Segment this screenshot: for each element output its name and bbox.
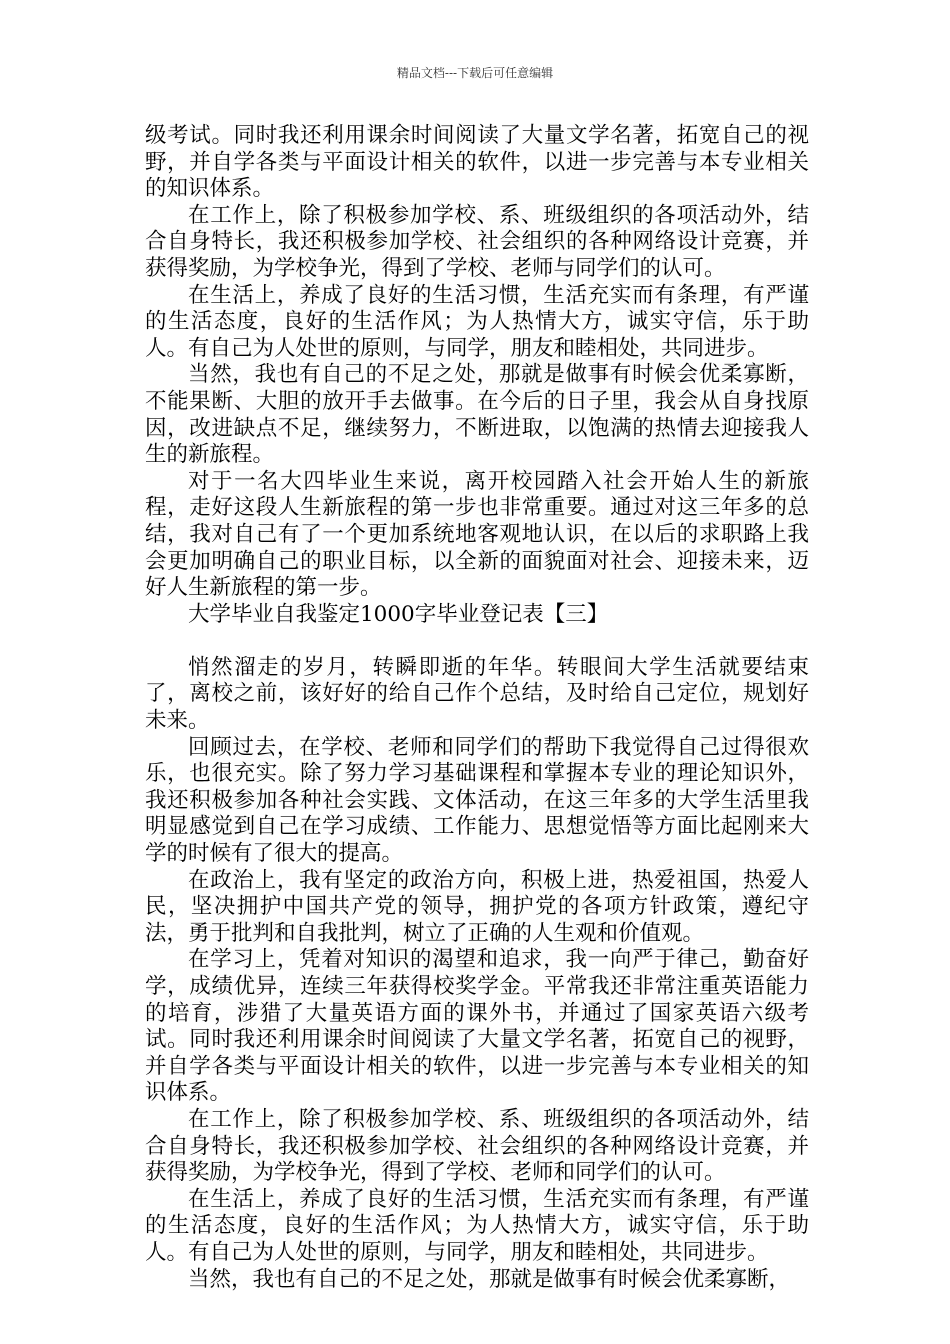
paragraph-continued: 级考试。同时我还利用课余时间阅读了大量文学名著，拓宽自己的视野，并自学各类与平面设计相关的软件，以进一步完善与本专业相关的知识体系。 <box>145 123 809 202</box>
document-body <box>145 123 809 1293</box>
paragraph-life: 在生活上，养成了良好的生活习惯，生活充实而有条理，有严谨的生活态度，良好的生活作风；为人热情大方，诚实守信，乐于助人。有自己为人处世的原则，与同学，朋友和睦相处，共同进步。 <box>145 282 809 361</box>
blank-line <box>145 628 809 655</box>
paragraph-work: 在工作上，除了积极参加学校、系、班级组织的各项活动外，结合自身特长，我还积极参加学校、社会组织的各种网络设计竞赛，并获得奖励，为学校争光，得到了学校、老师与同学们的认可。 <box>145 202 809 281</box>
paragraph-intro: 悄然溜走的岁月，转瞬即逝的年华。转眼间大学生活就要结束了，离校之前，该好好的给自己作个总结，及时给自己定位，规划好未来。 <box>145 654 809 734</box>
paragraph-shortcomings-partial: 当然，我也有自己的不足之处，那就是做事有时候会优柔寡断， <box>188 1266 791 1292</box>
paragraph-work: 在工作上，除了积极参加学校、系、班级组织的各项活动外，结合自身特长，我还积极参加学校、社会组织的各种网络设计竞赛，并获得奖励，为学校争光，得到了学校、老师和同学们的认可。 <box>145 1106 809 1186</box>
paragraph-review: 回顾过去，在学校、老师和同学们的帮助下我觉得自己过得很欢乐，也很充实。除了努力学习基础课程和掌握本专业的理论知识外，我还积极参加各种社会实践、文体活动，在这三年多的大学生活里我明显感觉到自己在学习成绩、工作能力、思想觉悟等方面比起刚来大学的时候有了很大的提高。 <box>145 734 809 867</box>
page-header: 精品文档---下载后可任意编辑 <box>396 66 554 80</box>
paragraph-politics: 在政治上，我有坚定的政治方向，积极上进，热爱祖国，热爱人民，坚决拥护中国共产党的领导，拥护党的各项方针政策，遵纪守法，勇于批判和自我批判，树立了正确的人生观和价值观。 <box>145 867 809 946</box>
section-heading: 大学毕业自我鉴定1000字毕业登记表【三】 <box>188 601 609 627</box>
paragraph-study: 在学习上，凭着对知识的渴望和追求，我一向严于律己，勤奋好学，成绩优异，连续三年获得校奖学金。平常我还非常注重英语能力的培育，涉猎了大量英语方面的课外书，并通过了国家英语六级考试。同时我还利用课余时间阅读了大量文学名著，拓宽自己的视野，并自学各类与平面设计相关的软件，以进一步完善与本专业相关的知识体系。 <box>145 947 809 1106</box>
paragraph-life: 在生活上，养成了良好的生活习惯，生活充实而有条理，有严谨的生活态度，良好的生活作风；为人热情大方，诚实守信，乐于助人。有自己为人处世的原则，与同学，朋友和睦相处，共同进步。 <box>145 1186 809 1265</box>
paragraph-shortcomings: 当然，我也有自己的不足之处，那就是做事有时候会优柔寡断，不能果断、大胆的放开手去做事。在今后的日子里，我会从自身找原因，改进缺点不足，继续努力，不断进取，以饱满的热情去迎接我人生的新旅程。 <box>145 362 809 468</box>
paragraph-conclusion: 对于一名大四毕业生来说，离开校园踏入社会开始人生的新旅程，走好这段人生新旅程的第一步也非常重要。通过对这三年多的总结，我对自己有了一个更加系统地客观地认识，在以后的求职路上我会更加明确自己的职业目标，以全新的面貌面对社会、迎接未来，迈好人生新旅程的第一步。 <box>145 468 809 601</box>
